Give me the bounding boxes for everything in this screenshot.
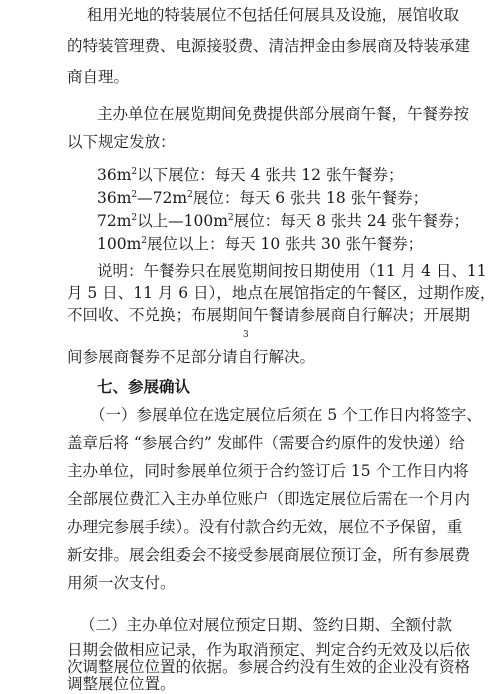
lunch-tier-line <box>97 211 469 231</box>
lunch-tier-line <box>97 234 423 254</box>
tier-rule: 展位以上：每天 10 张共 30 张午餐券； <box>147 235 424 253</box>
body-text-line: 商自理。 <box>67 68 130 86</box>
tier-size: 36m <box>97 166 132 184</box>
body-text-line: 不回收、不兑换；布展期间午餐请参展商自行解决；开展期 <box>67 306 471 324</box>
tier-size-upper: 以上—100m <box>137 212 228 230</box>
body-text-line: （二）主办单位对展位预定日期、签约日期、全额付款 <box>80 616 453 634</box>
tier-size: 36m <box>97 189 132 207</box>
body-text-line: 租用光地的特装展位不包括任何展具及设施，展馆收取 <box>87 6 460 24</box>
body-text-line: 次调整展位位置的依据。参展合约没有生效的企业没有资格 <box>67 658 471 676</box>
body-text-line: 的特装管理费、电源接驳费、清洁押金由参展商及特装承建 <box>67 37 471 55</box>
body-text-line: 说明：午餐券只在展览期间按日期使用（11 月 4 日、11 <box>97 262 487 280</box>
body-text-line: 日期会做相应记录，作为取消预定、判定合约无效及以后依 <box>67 641 471 659</box>
body-text-line: 月 5 日、11 月 6 日），地点在展馆指定的午餐区，过期作废， <box>67 284 496 302</box>
body-text-line: 全部展位费汇入主办单位账户（即选定展位后需在一个月内 <box>67 490 471 508</box>
tier-sup: 2 <box>131 212 138 223</box>
tier-size: 72m <box>97 212 132 230</box>
tier-size-upper: —72m <box>137 189 188 207</box>
section-heading: 七、参展确认 <box>97 378 191 396</box>
body-text-line: 主办单位在展览期间免费提供部分展商午餐，午餐券按 <box>97 105 470 123</box>
body-text-line: 用须一次支付。 <box>67 574 176 592</box>
tier-sup: 2 <box>131 166 138 177</box>
body-text-line: （一）参展单位在选定展位后须在 5 个工作日内将签字、 <box>90 406 482 424</box>
body-text-line: 间参展商餐券不足部分请自行解决。 <box>67 348 316 366</box>
tier-rule: 展位：每天 8 张共 24 张午餐券； <box>233 212 469 230</box>
body-text-line: 新安排。展会组委会不接受参展商展位预订金，所有参展费 <box>67 546 471 564</box>
tier-size: 100m <box>97 235 142 253</box>
tier-rule: 展位：每天 6 张共 18 张午餐券； <box>192 189 429 207</box>
lunch-tier-line <box>97 165 403 185</box>
lunch-tier-line <box>97 188 428 208</box>
tier-sup: 2 <box>141 235 148 246</box>
tier-sup: 2 <box>227 212 234 223</box>
body-text-line: 以下规定发放： <box>67 133 176 151</box>
body-text-line: 主办单位，同时参展单位须于合约签订后 15 个工作日内将 <box>67 462 469 480</box>
body-text-line: 办理完参展手续）。没有付款合约无效，展位不予保留，重 <box>67 518 463 536</box>
body-text-line: 调整展位位置。 <box>67 675 176 693</box>
body-text-line: 盖章后将 “参展合约” 发邮件（需要合约原件的发快递）给 <box>67 434 465 452</box>
tier-sup: 2 <box>131 189 138 200</box>
tier-rule: 以下展位：每天 4 张共 12 张午餐券； <box>137 166 404 184</box>
page-number: 3 <box>243 330 249 340</box>
tier-sup: 2 <box>187 189 193 200</box>
